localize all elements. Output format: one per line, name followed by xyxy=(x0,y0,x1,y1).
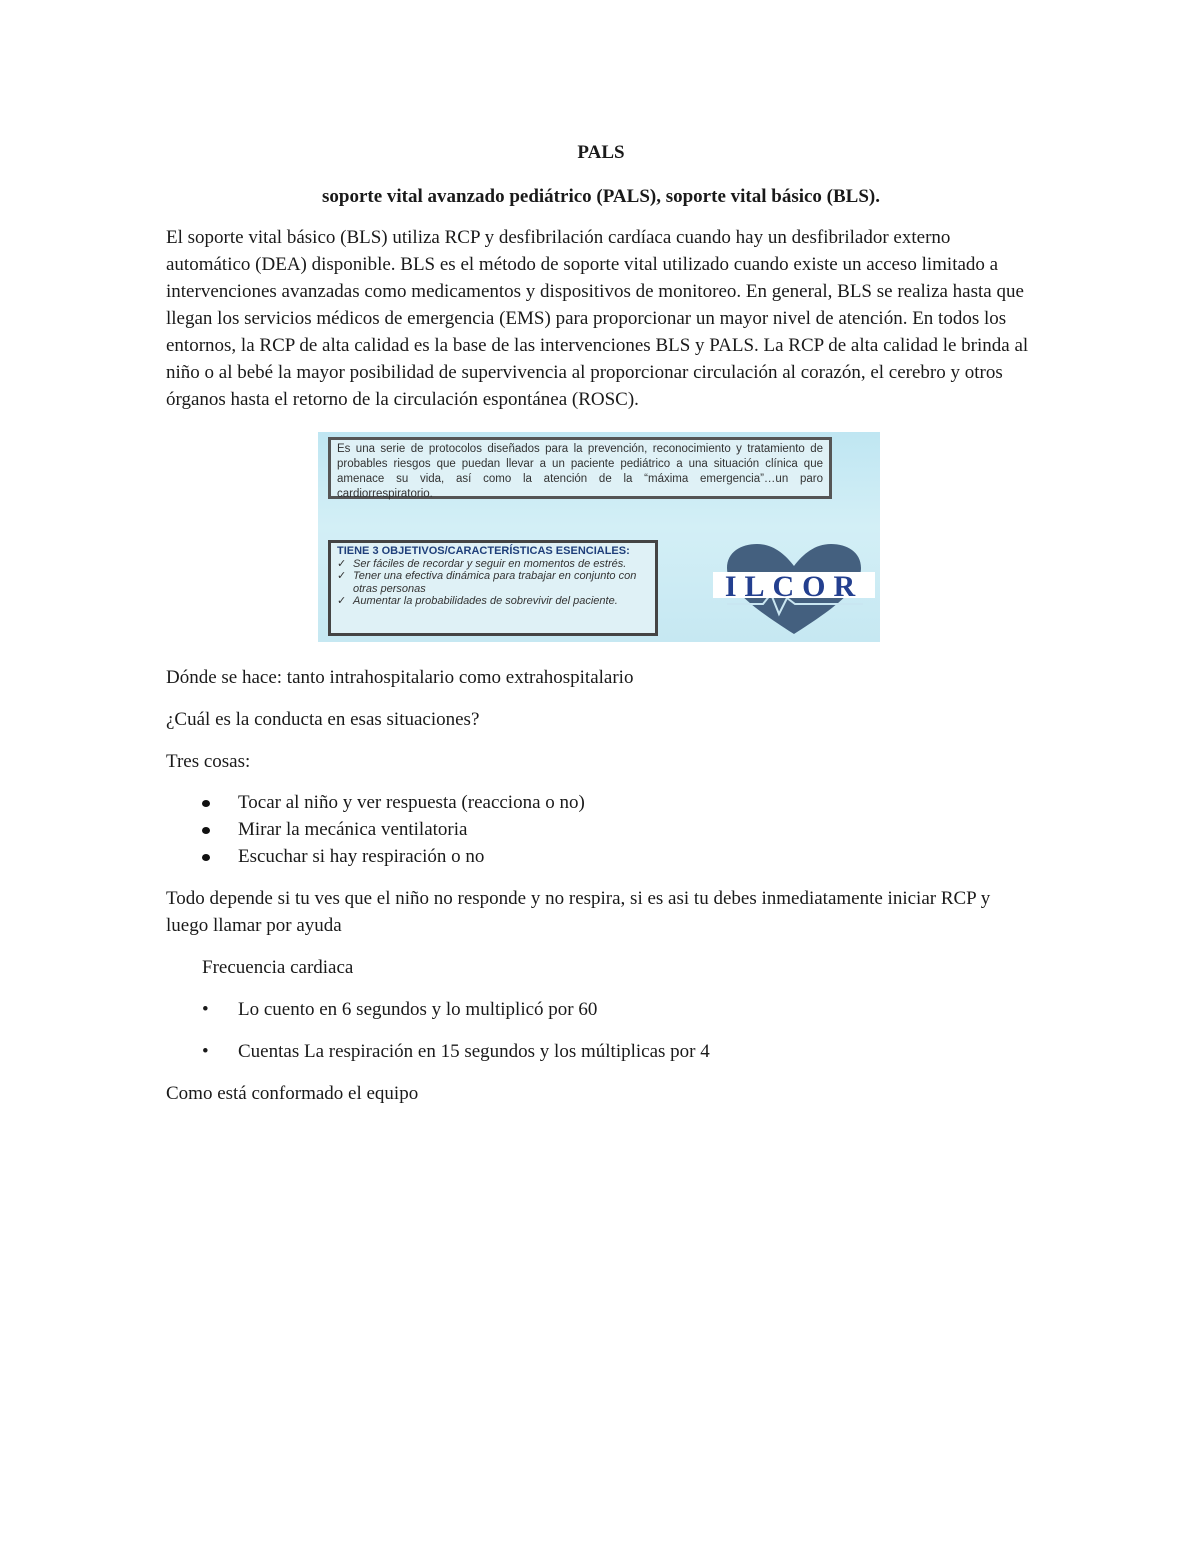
objective-item: ✓ Tener una efectiva dinámica para trabajar en conjunto con otras personas xyxy=(337,570,637,595)
frecuencia-heading: Frecuencia cardiaca xyxy=(202,957,354,978)
bullet-icon: • xyxy=(202,999,209,1020)
ilcor-logo-text: ILCOR xyxy=(724,570,864,603)
bullet-icon xyxy=(202,827,210,834)
conducta-question: ¿Cuál es la conducta en esas situaciones? xyxy=(166,709,480,730)
bullet-icon: • xyxy=(202,1041,209,1062)
check-icon: ✓ xyxy=(337,557,347,570)
document-page xyxy=(166,140,1036,1107)
document-title: PALS xyxy=(577,142,625,163)
tres-cosas-list xyxy=(166,789,1036,870)
bullet-icon xyxy=(202,800,210,807)
list-item: Tocar al niño y ver respuesta (reacciona o no) xyxy=(202,789,1036,816)
document-subtitle: soporte vital avanzado pediátrico (PALS), soporte vital básico (BLS). xyxy=(321,186,880,207)
objective-item: ✓ Aumentar la probabilidades de sobrevivir del paciente. xyxy=(337,595,618,607)
list-item: Escuchar si hay respiración o no xyxy=(202,843,1036,870)
definition-box: Es una serie de protocolos diseñados para la prevención, reconocimiento y tratamiento de probables riesgos que puedan llevar a un paciente pediátrico a una situación clínica que amenace su vida, así como la atención de la “máxima emergencia”…un paro cardiorrespiratorio. xyxy=(328,437,832,499)
objectives-box xyxy=(328,540,658,636)
tres-cosas-label: Tres cosas: xyxy=(166,751,251,772)
list-item: • Lo cuento en 6 segundos y lo multiplicó por 60 xyxy=(202,996,1036,1023)
donde-text: Dónde se hace: tanto intrahospitalario como extrahospitalario xyxy=(166,667,634,688)
bullet-icon xyxy=(202,854,210,861)
objective-item: ✓ Ser fáciles de recordar y seguir en momentos de estrés. xyxy=(337,557,627,570)
pals-infographic-image xyxy=(318,432,880,642)
list-item: Mirar la mecánica ventilatoria xyxy=(202,816,1036,843)
check-icon: ✓ xyxy=(337,595,347,607)
equipo-heading: Como está conformado el equipo xyxy=(166,1083,419,1104)
ilcor-logo xyxy=(713,542,875,638)
intro-paragraph: El soporte vital básico (BLS) utiliza RCP y desfibrilación cardíaca cuando hay un desfibrilador externo automático (DEA) disponible. BLS es el método de soporte vital utilizado cuando existe un acceso limitado a intervenciones avanzadas como medicamentos y dispositivos de monitoreo. En general, BLS se realiza hasta que llegan los servicios médicos de emergencia (EMS) para proporcionar un mayor nivel de atención. En todos los entornos, la RCP de alta calidad es la base de las intervenciones BLS y PALS. La RCP de alta calidad le brinda al niño o al bebé la mayor posibilidad de supervivencia al proporcionar circulación al corazón, el cerebro y otros órganos hasta el retorno de la circulación espontánea (ROSC). xyxy=(166,227,1029,410)
list-item: • Cuentas La respiración en 15 segundos y los múltiplicas por 4 xyxy=(202,1038,1036,1065)
objectives-heading: TIENE 3 OBJETIVOS/CARACTERÍSTICAS ESENCIALES: xyxy=(337,545,630,557)
check-icon: ✓ xyxy=(337,570,347,582)
todo-depende-paragraph: Todo depende si tu ves que el niño no responde y no respira, si es asi tu debes inmediatamente iniciar RCP y luego llamar por ayuda xyxy=(166,888,991,936)
frecuencia-list xyxy=(166,996,1036,1065)
